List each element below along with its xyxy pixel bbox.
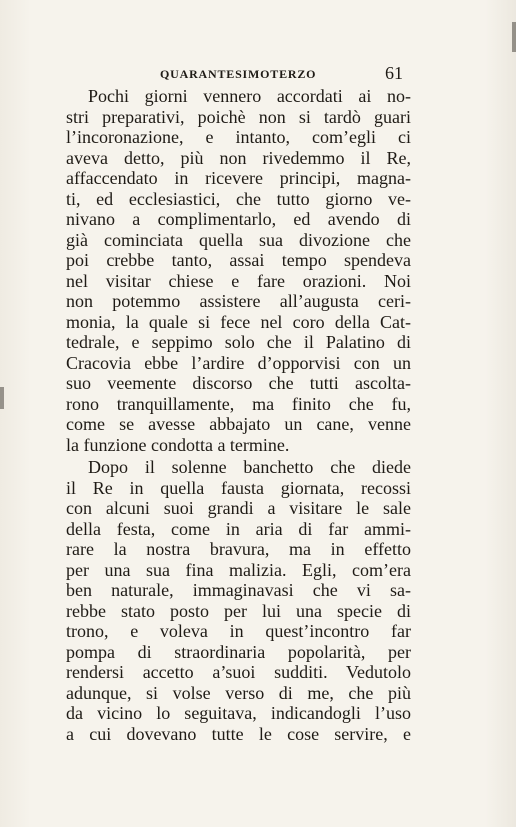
text-line: l’incoronazione, e intanto, com’egli ci [66, 127, 411, 147]
right-edge-mark [512, 22, 516, 52]
text-line: poi crebbe tanto, assai tempo spendeva [66, 250, 411, 270]
text-line: non potemmo assistere all’augusta ceri- [66, 291, 411, 311]
text-line: rare la nostra bravura, ma in effetto [66, 539, 411, 559]
text-line: nivano a complimentarlo, ed avendo di [66, 209, 411, 229]
text-line: ben naturale, immaginavasi che vi sa- [66, 580, 411, 600]
text-line: per una sua fina malizia. Egli, com’era [66, 559, 411, 580]
paragraph-2 [66, 457, 411, 744]
text-line: con alcuni suoi grandi a visitare le sale [66, 498, 411, 518]
page-body [66, 86, 411, 744]
text-line: rendersi accetto a’suoi sudditi. Vedutolo [66, 662, 411, 682]
text-line: come se avesse abbajato un cane, venne [66, 414, 411, 434]
text-line: pompa di straordinaria popolarità, per [66, 641, 411, 662]
text-line: Cracovia ebbe l’ardire d’opporvisi con un [66, 352, 411, 373]
text-line: rebbe stato posto per lui una specie di [66, 600, 411, 621]
page-number: 61 [385, 63, 403, 83]
text-line: affaccendato in ricevere principi, magna- [66, 168, 411, 188]
text-line: rono tranquillamente, ma finito che fu, [66, 393, 411, 414]
paragraph-1 [66, 86, 411, 455]
text-line: ti, ed ecclesiastici, che tutto giorno ve- [66, 188, 411, 209]
text-line: adunque, si volse verso di me, che più [66, 682, 411, 703]
text-line: già cominciata quella sua divozione che [66, 229, 411, 250]
page-header [0, 64, 516, 86]
text-line: suo veemente discorso che tutti ascolta- [66, 373, 411, 393]
text-line: Pochi giorni vennero accordati ai no- [88, 86, 411, 106]
text-line: della festa, come in aria di far ammi- [66, 518, 411, 539]
text-line: da vicino lo seguitava, indicandogli l’uso [66, 703, 411, 723]
text-line: a cui dovevano tutte le cose servire, e [66, 723, 411, 744]
left-edge-mark [0, 387, 4, 409]
text-line: nel visitar chiese e fare orazioni. Noi [66, 270, 411, 291]
running-title: QUARANTESIMOTERZO [160, 67, 317, 81]
text-line: Dopo il solenne banchetto che diede [88, 457, 411, 477]
text-line: la funzione condotta a termine. [66, 434, 290, 455]
text-line: stri preparativi, poichè non si tardò guari [66, 106, 411, 127]
text-line: aveva detto, più non rivedemmo il Re, [66, 147, 411, 168]
text-line: tedrale, e seppimo solo che il Palatino di [66, 332, 411, 352]
text-line: trono, e voleva in quest’incontro far [66, 621, 411, 641]
text-line: il Re in quella fausta giornata, recossi [66, 477, 411, 498]
text-line: monia, la quale si fece nel coro della Cat- [66, 311, 411, 332]
